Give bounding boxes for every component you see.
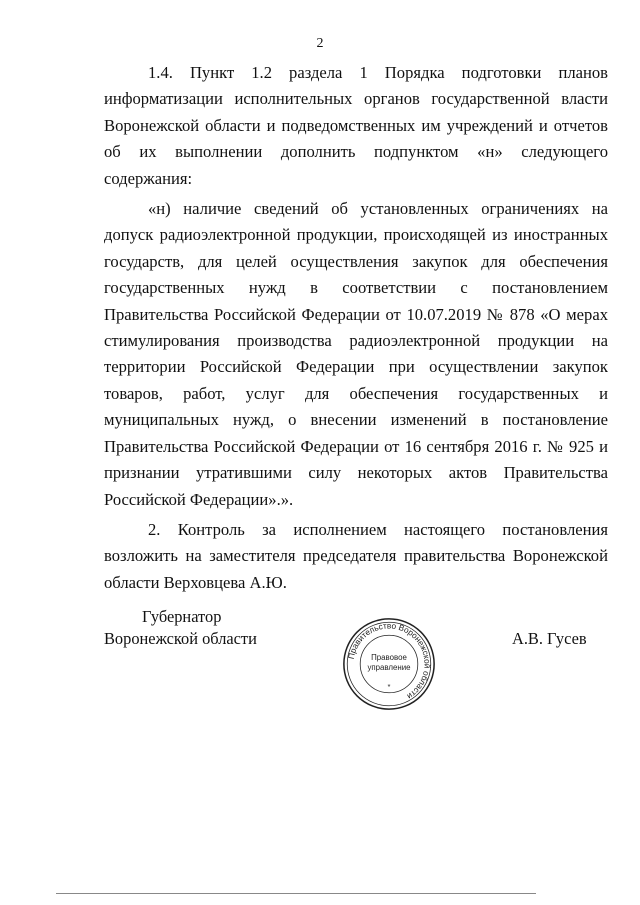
document-body [104,60,608,600]
signatory-title [104,606,257,650]
paragraph-2-control: 2. Контроль за исполнением настоящего постановления возложить на заместителя председателя правительства Воронежской области Верховцева А.Ю. [104,519,608,592]
paragraph-1-4: 1.4. Пункт 1.2 раздела 1 Порядка подготовки планов информатизации исполнительных органов государственной власти Воронежской области и подведомственных им учреждений и отчетов об их выполнении дополнить подпунктом «н» следующего содержания: [104,63,608,188]
paragraph-subpoint-n: «н) наличие сведений об установленных ограничениях на допуск радиоэлектронной продукции, происходящей из иностранных государств, для целей осуществления закупок для обеспечения государственных нужд в соответствии с постановлением Правительства Российской Федерации от 10.07.2019 № 878 «О мерах стимулирования производства радиоэлектронной продукции на территории Российской Федерации при осуществлении закупок товаров, работ, услуг для обеспечения государственных и муниципальных нужд, о внесении изменений в постановление Правительства Российской Федерации от 16 сентября 2016 г. № 925 и признании утратившими силу некоторых актов Правительства Российской Федерации».». [104,199,608,509]
signatory-name: А.В. Гусев [512,629,587,648]
page-number: 2 [316,36,324,51]
stamp-center-line1: Правовое [371,653,407,663]
signature-block [0,606,640,736]
stamp-center-line2: управление [367,662,411,672]
signatory-title-line1: Губернатор [142,607,222,626]
bottom-rule [56,893,536,894]
stamp-ring-text: Правительство Воронежской области [346,621,432,701]
official-stamp [341,616,437,712]
stamp-star: * [387,681,391,691]
signatory-title-line2: Воронежской области [104,629,257,648]
